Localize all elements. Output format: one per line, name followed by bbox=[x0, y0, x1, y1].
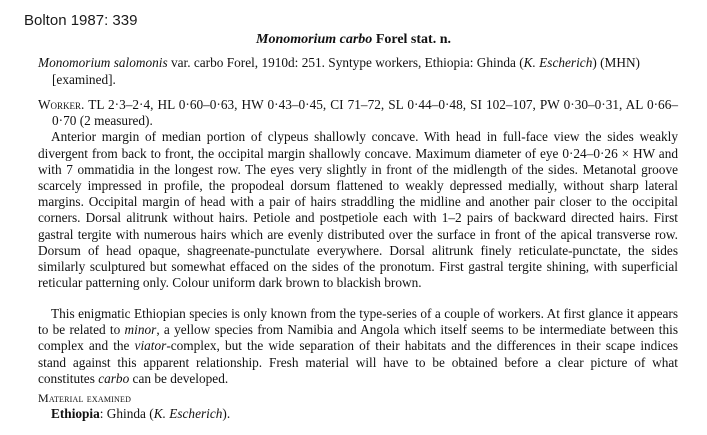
comment-species-carbo: carbo bbox=[98, 370, 130, 386]
comment-text-4: can be developed. bbox=[129, 370, 229, 386]
material-examined-heading: Material examined bbox=[38, 391, 132, 405]
worker-measurements bbox=[38, 97, 678, 129]
material-country: Ethiopia bbox=[51, 406, 100, 421]
synonym-details: var. carbo Forel, 1910d: 251. Syntype workers, Ethiopia: Ghinda ( bbox=[167, 55, 524, 70]
comment-text-3: -complex, but the wide separation of their habitats and the differences in their scape indices stand against this apparent relationship. Fresh material will have to be obtained before a clear picture of what constitutes bbox=[38, 338, 679, 386]
measurement-values: TL 2·3–2·4, HL 0·60–0·63, HW 0·43–0·45, CI 71–72, SL 0·44–0·48, SI 102–107, PW 0·30–0·31, AL 0·66–0·70 (2 measured). bbox=[52, 97, 678, 129]
citation-reference: Bolton 1987: 339 bbox=[24, 12, 138, 29]
synonym-collector: K. Escherich bbox=[523, 55, 593, 70]
species-title bbox=[0, 32, 707, 48]
material-collector: K. Escherich bbox=[153, 406, 223, 421]
material-examined-entry bbox=[51, 406, 230, 422]
material-locality: : Ghinda ( bbox=[99, 406, 154, 421]
comment-text-2: , a yellow species from Namibia and Angola which itself seems to be intermediate between this complex and the bbox=[38, 322, 678, 354]
synonym-name: Monomorium salomonis bbox=[38, 55, 168, 70]
synonym-depository: ) (MHN) [examined]. bbox=[52, 55, 640, 87]
comment-paragraph bbox=[38, 306, 678, 387]
species-status: Forel stat. n. bbox=[372, 32, 451, 47]
material-end: ). bbox=[222, 406, 231, 421]
caste-label: Worker. bbox=[38, 97, 85, 112]
comment-text-1: This enigmatic Ethiopian species is only known from the type-series of a couple of workers. At first glance it appears to be related to bbox=[38, 306, 678, 338]
species-name: Monomorium carbo bbox=[256, 32, 373, 47]
comment-species-minor: minor bbox=[124, 322, 157, 338]
synonymy-entry bbox=[38, 54, 692, 88]
description-body: Anterior margin of median portion of clypeus shallowly concave. With head in full-face view the sides weakly divergent from back to front, the occipital margin shallowly concave. Maximum diameter of eye 0·24–0·26 × HW and with 7 ommatidia in the longest row. The eyes very slightly in front of the midlength of the sides. Metanotal groove scarcely impressed in profile, the propodeal dorsum flattened to weakly depressed medially, without sharp lateral margins. Occipital margin of head with a pair of hairs straddling the midline and another pair closer to the occipital corners. Dorsal alitrunk without hairs. Petiole and postpetiole each with 1–2 pairs of backward directed hairs. First gastral tergite with numerous hairs which are evenly distributed over the surface in front of the apical transverse row. Dorsum of head opaque, shagreenate-punctulate everywhere. Dorsal alitrunk finely reticulate-punctate, the sides similarly sculptured but somewhat effaced on the sides of the pronotum. First gastral tergite shining, with superficial reticular patterning only. Colour uniform dark brown to blackish brown. bbox=[38, 129, 678, 291]
comment-species-viator: viator bbox=[134, 338, 167, 354]
worker-description bbox=[38, 97, 678, 291]
